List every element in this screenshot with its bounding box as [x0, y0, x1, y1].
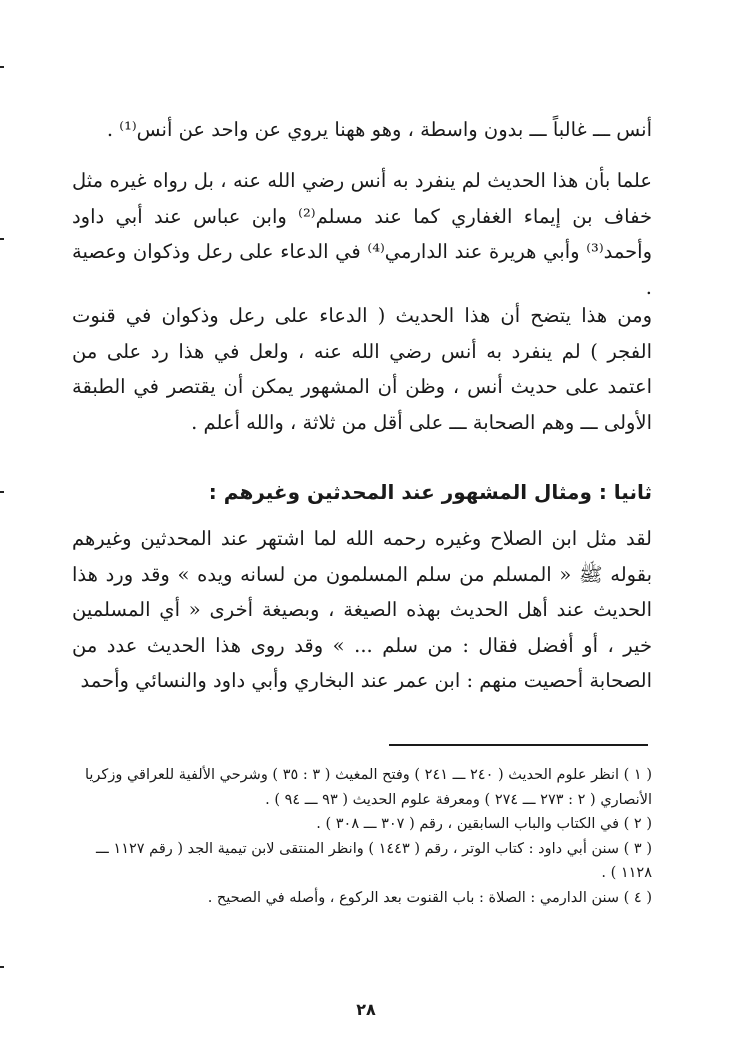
paragraph-1 [72, 112, 652, 148]
paragraph-4 [72, 521, 652, 699]
footnote-1: ( ١ ) انظر علوم الحديث ( ٢٤٠ ـــ ٢٤١ ) وفتح المغيث ( ٣ : ٣٥ ) وشرحي الألفية للعراقي وزكريا الأنصاري ( ٢ : ٢٧٣ ـــ ٢٧٤ ) ومعرفة علوم الحديث ( ٩٣ ـــ ٩٤ ) . [84, 767, 652, 808]
footnote-separator [389, 744, 648, 746]
edge-mark-4 [0, 966, 4, 968]
paragraph-2-text: علما بأن هذا الحديث لم ينفرد به أنس رضي الله عنه ، بل رواه غيره مثل خفاف بن إيماء الغفاري كما عند مسلم⁽²⁾ وابن عباس عند أبي داود وأحمد⁽³⁾ وأبي هريرة عند الدارمي⁽⁴⁾ في الدعاء على رعل وذكوان وعصية . [72, 169, 652, 299]
paragraph-3-text: ومن هذا يتضح أن هذا الحديث ( الدعاء على رعل وذكوان في قنوت الفجر ) لم ينفرد به أنس رضي الله عنه ، ولعل في هذا رد على من اعتمد على حديث أنس ، وظن أن المشهور يمكن أن يقتصر في الطبقة الأولى ـــ وهم الصحابة ـــ على أقل من ثلاثة ، والله أعلم . [72, 304, 652, 434]
footnote-2: ( ٢ ) في الكتاب والباب السابقين ، رقم ( ٣٠٧ ـــ ٣٠٨ ) . [316, 816, 652, 832]
paragraph-4-text: لقد مثل ابن الصلاح وغيره رحمه الله لما اشتهر عند المحدثين وغيرهم بقوله ﷺ « المسلم من سلم المسلمون من لسانه ويده » وقد ورد هذا الحديث عند أهل الحديث بهذه الصيغة ، وبصيغة أخرى « أي المسلمين خير ، أو أفضل فقال : من سلم ... » وقد روى هذا الحديث عدد من الصحابة أحصيت منهم : ابن عمر عند البخاري وأبي داود والنسائي وأحمد [72, 527, 652, 692]
paragraph-2 [72, 163, 652, 305]
page-number: ٢٨ [356, 1000, 376, 1019]
section-heading: ثانيا : ومثال المشهور عند المحدثين وغيرهم : [208, 480, 652, 504]
footnote-3: ( ٣ ) سنن أبي داود : كتاب الوتر ، رقم ( ١٤٤٣ ) وانظر المنتقى لابن تيمية الجد ( رقم ١١٢٧ ـــ ١١٢٨ ) . [96, 840, 652, 881]
footnotes [75, 763, 652, 910]
paragraph-1-text: أنس ـــ غالباً ـــ بدون واسطة ، وهو ههنا يروي عن واحد عن أنس⁽¹⁾ . [106, 118, 652, 141]
edge-mark-1 [0, 66, 4, 68]
edge-mark-2 [0, 238, 4, 240]
edge-mark-3 [0, 491, 4, 493]
footnote-4: ( ٤ ) سنن الدارمي : الصلاة : باب القنوت بعد الركوع ، وأصله في الصحيح . [207, 889, 652, 906]
paragraph-3 [72, 298, 652, 440]
